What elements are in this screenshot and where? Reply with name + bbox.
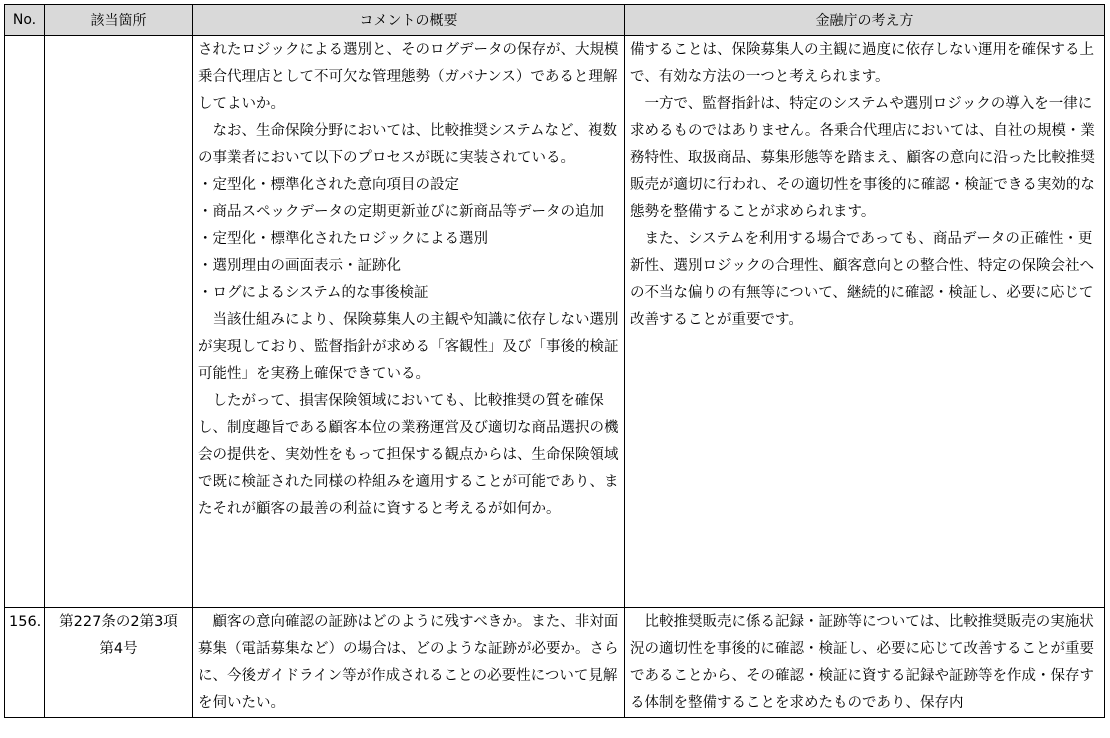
row-no: 156. [5, 608, 45, 718]
table-row [5, 36, 1105, 608]
fsa-view-paragraph: 比較推奨販売に係る記録・証跡等については、比較推奨販売の実施状況の適切性を事後的に確認・検証し、必要に応じて改善することが重要であることから、その確認・検証に資する記録や証跡等を作成・保存する体制を整備することを求めたものであり、保存内 [630, 614, 1094, 711]
header-summary: コメントの概要 [193, 5, 625, 36]
location-line: 第227条の2第3項 [59, 614, 178, 630]
row-location [45, 36, 193, 608]
fsa-view-paragraph: 一方で、監督指針は、特定のシステムや選別ロジックの導入を一律に求めるものではありません。各乗合代理店においては、自社の規模・業務特性、取扱商品、募集形態等を踏まえ、顧客の意向に沿った比較推奨販売が適切に行われ、その適切性を事後的に確認・検証できる実効的な態勢を整備することが求められます。 [630, 96, 1095, 220]
fsa-view-paragraph: 備することは、保険募集人の主観に過度に依存しない運用を確保する上で、有効な方法の一つと考えられます。 [630, 42, 1094, 85]
header-location: 該当箇所 [45, 5, 193, 36]
summary-list-item: ・定型化・標準化された意向項目の設定 [198, 177, 459, 193]
row-summary [193, 608, 625, 718]
table-header-row [5, 5, 1105, 36]
comment-table [4, 4, 1105, 718]
row-fsa-view [625, 608, 1105, 718]
summary-paragraph: したがって、損害保険領域においても、比較推奨の質を確保し、制度趣旨である顧客本位の業務運営及び適切な商品選択の機会の提供を、実効性をもって担保する観点からは、生命保険領域で既に検証された同様の枠組みを適用することが可能であり、またそれが顧客の最善の利益に資すると考えるが如何か。 [198, 393, 619, 517]
table-row [5, 608, 1105, 718]
summary-paragraph: 当該仕組みにより、保険募集人の主観や知識に依存しない選別が実現しており、監督指針が求める「客観性」及び「事後的検証可能性」を実務上確保できている。 [198, 312, 619, 382]
summary-paragraph: なお、生命保険分野においては、比較推奨システムなど、複数の事業者において以下のプロセスが既に実装されている。 [198, 123, 618, 166]
summary-list-item: ・ログによるシステム的な事後検証 [198, 285, 429, 301]
summary-list-item: ・定型化・標準化されたロジックによる選別 [198, 231, 488, 247]
row-no [5, 36, 45, 608]
summary-paragraph: されたロジックによる選別と、そのログデータの保存が、大規模乗合代理店として不可欠な管理態勢（ガバナンス）であると理解してよいか。 [198, 42, 619, 112]
row-summary [193, 36, 625, 608]
summary-list-item: ・選別理由の画面表示・証跡化 [198, 258, 401, 274]
row-fsa-view [625, 36, 1105, 608]
summary-paragraph: 顧客の意向確認の証跡はどのように残すべきか。また、非対面募集（電話募集など）の場合は、どのような証跡が必要か。さらに、今後ガイドライン等が作成されることの必要性について見解を伺いたい。 [198, 614, 619, 711]
summary-list-item: ・商品スペックデータの定期更新並びに新商品等データの追加 [198, 204, 604, 220]
location-line: 第4号 [99, 641, 138, 657]
row-location [45, 608, 193, 718]
fsa-view-paragraph: また、システムを利用する場合であっても、商品データの正確性・更新性、選別ロジックの合理性、顧客意向との整合性、特定の保険会社への不当な偏りの有無等について、継続的に確認・検証し、必要に応じて改善することが重要です。 [630, 231, 1094, 328]
header-no: No. [5, 5, 45, 36]
header-fsa-view: 金融庁の考え方 [625, 5, 1105, 36]
